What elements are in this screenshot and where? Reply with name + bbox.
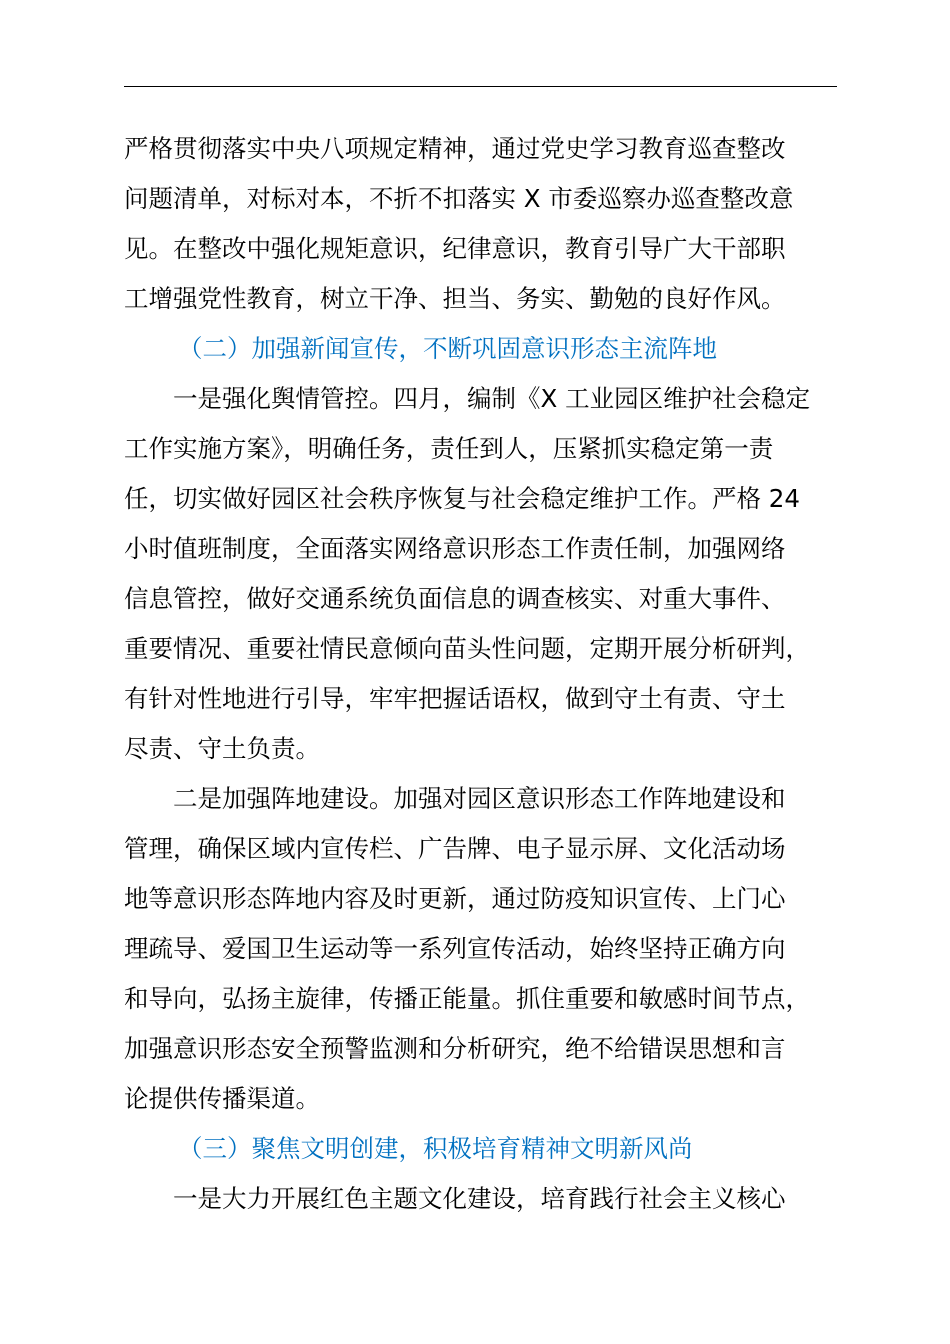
paragraph-line: 任，切实做好园区社会秩序恢复与社会稳定维护工作。严格 24 xyxy=(124,484,800,513)
paragraph-line: 问题清单，对标对本，不折不扣落实 X 市委巡察办巡查整改意 xyxy=(124,184,794,213)
paragraph-line: 地等意识形态阵地内容及时更新，通过防疫知识宣传、上门心 xyxy=(124,884,786,913)
paragraph-line: 有针对性地进行引导，牢牢把握话语权，做到守土有责、守土 xyxy=(124,684,786,713)
paragraph-line: 和导向，弘扬主旋律，传播正能量。抓住重要和敏感时间节点， xyxy=(124,984,810,1013)
paragraph-line: 管理，确保区域内宣传栏、广告牌、电子显示屏、文化活动场 xyxy=(124,834,786,863)
paragraph-line: 论提供传播渠道。 xyxy=(124,1084,320,1113)
paragraph-line: 一是大力开展红色主题文化建设，培育践行社会主义核心 xyxy=(173,1184,786,1213)
paragraph-line: 小时值班制度，全面落实网络意识形态工作责任制，加强网络 xyxy=(124,534,786,563)
document-body xyxy=(124,124,864,1224)
paragraph-line: 二是加强阵地建设。加强对园区意识形态工作阵地建设和 xyxy=(173,784,786,813)
section-heading: （三）聚焦文明创建，积极培育精神文明新风尚 xyxy=(178,1134,693,1163)
paragraph-line: 信息管控，做好交通系统负面信息的调查核实、对重大事件、 xyxy=(124,584,786,613)
section-heading: （二）加强新闻宣传，不断巩固意识形态主流阵地 xyxy=(178,334,717,363)
paragraph-line: 重要情况、重要社情民意倾向苗头性问题，定期开展分析研判， xyxy=(124,634,810,663)
paragraph-line: 见。在整改中强化规矩意识，纪律意识，教育引导广大干部职 xyxy=(124,234,786,263)
paragraph-line: 工增强党性教育，树立干净、担当、务实、勤勉的良好作风。 xyxy=(124,284,786,313)
paragraph-line: 理疏导、爱国卫生运动等一系列宣传活动，始终坚持正确方向 xyxy=(124,934,786,963)
paragraph-line: 工作实施方案》，明确任务，责任到人，压紧抓实稳定第一责 xyxy=(124,434,774,463)
paragraph-line: 尽责、守土负责。 xyxy=(124,734,320,763)
paragraph-line: 严格贯彻落实中央八项规定精神，通过党史学习教育巡查整改 xyxy=(124,134,786,163)
header-rule xyxy=(124,86,837,87)
paragraph-line: 一是强化舆情管控。四月，编制《X 工业园区维护社会稳定 xyxy=(173,384,811,413)
paragraph-line: 加强意识形态安全预警监测和分析研究，绝不给错误思想和言 xyxy=(124,1034,786,1063)
